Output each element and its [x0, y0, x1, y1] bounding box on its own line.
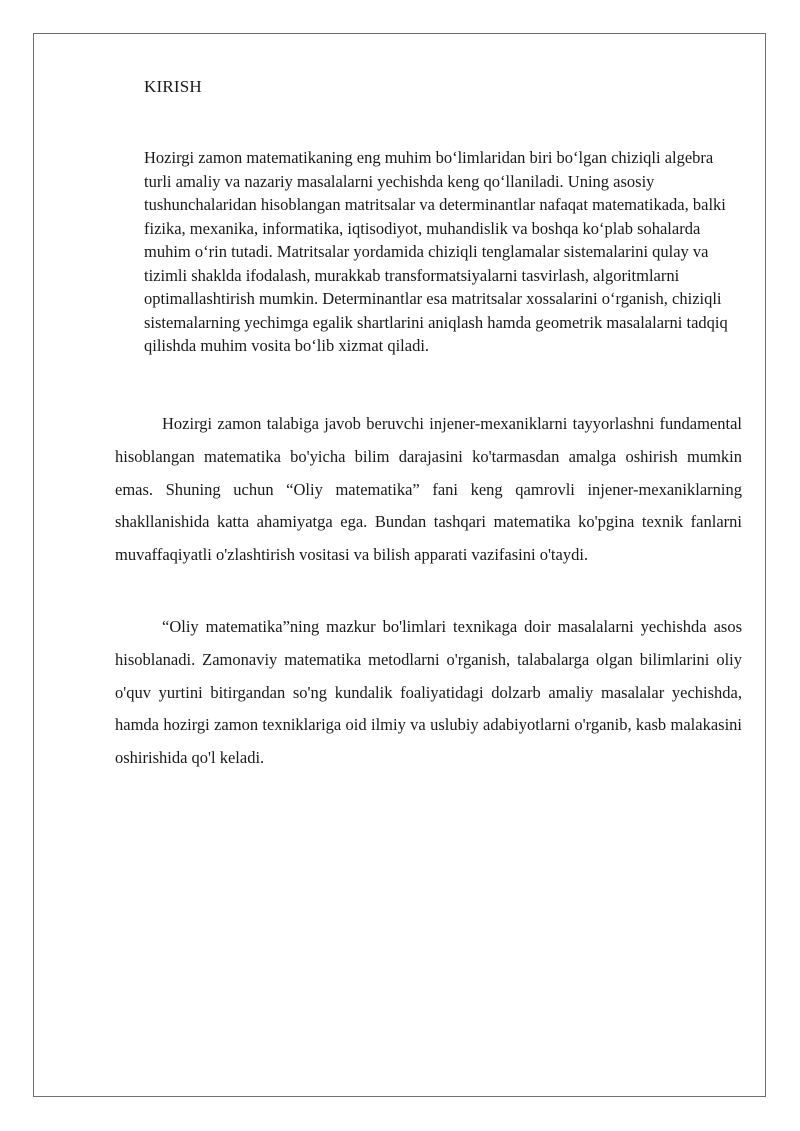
- section-heading: KIRISH: [144, 77, 202, 96]
- body-paragraph-1: Hozirgi zamon talabiga javob beruvchi injener-mexaniklarni tayyorlashni fundamental hisoblangan matematika bo'yicha bilim darajasini ko'tarmasdan amalga oshirish mumkin emas. Shuning uchun “Oliy matematika” fani keng qamrovli injener-mexaniklarning shakllanishida katta ahamiyatga ega. Bundan tashqari matematika ko'pgina texnik fanlarni muvaffaqiyatli o'zlashtirish vositasi va bilish apparati vazifasini o'taydi.: [115, 414, 742, 565]
- intro-paragraph: Hozirgi zamon matematikaning eng muhim bo‘limlaridan biri bo‘lgan chiziqli algebra turli amaliy va nazariy masalalarni yechishda keng qo‘llaniladi. Uning asosiy tushunchalaridan hisoblangan matritsalar va determinantlar nafaqat matematikada, balki fizika, mexanika, informatika, iqtisodiyot, muhandislik va boshqa ko‘plab sohalarda muhim o‘rin tutadi. Matritsalar yordamida chiziqli tenglamalar sistemalarini qulay va tizimli shaklda ifodalash, murakkab transformatsiyalarni tasvirlash, algoritmlarni optimallashtirish mumkin. Determinantlar esa matritsalar xossalarini o‘rganish, chiziqli sistemalarning yechimga egalik shartlarini aniqlash hamda geometrik masalalarni tadqiq qilishda muhim vosita bo‘lib xizmat qiladi.: [144, 148, 728, 355]
- body-paragraph-2: “Oliy matematika”ning mazkur bo'limlari texnikaga doir masalalarni yechishda asos hisoblanadi. Zamonaviy matematika metodlarni o'rganish, talabalarga olgan bilimlarini oliy o'quv yurtini bitirgandan so'ng kundalik foaliyatidagi dolzarb amaliy masalalar yechishda, hamda hozirgi zamon texniklariga oid ilmiy va uslubiy adabiyotlarni o'rganib, kasb malakasini oshirishida qo'l keladi.: [115, 617, 742, 768]
